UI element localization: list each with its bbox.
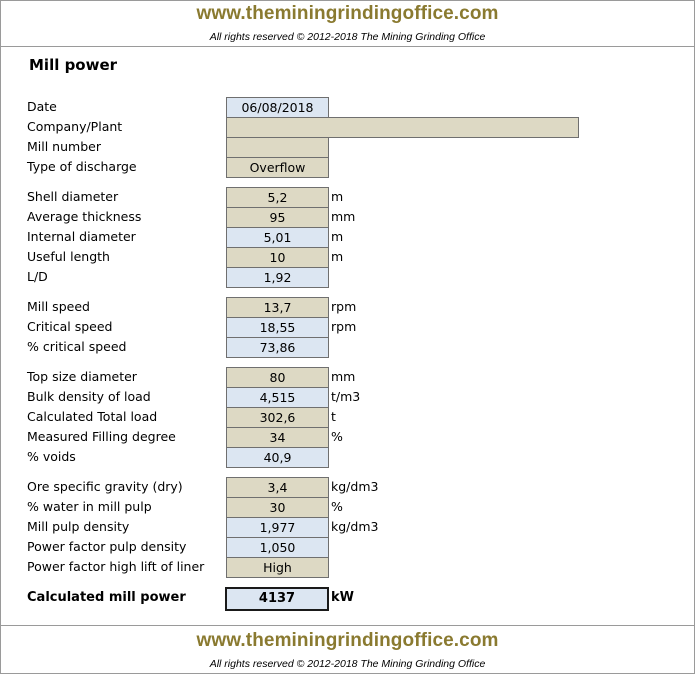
row-top-size [0,367,695,387]
label-voids: % voids [27,449,76,464]
water-pct-field[interactable]: 30 [226,497,329,518]
company-field[interactable] [226,117,579,138]
unit-filling-degree: % [331,429,343,444]
footer-copyright: All rights reserved © 2012-2018 The Mining Grinding Office [209,658,486,670]
ore-sg-field[interactable]: 3,4 [226,477,329,498]
unit-result: kW [331,590,354,605]
label-discharge: Type of discharge [27,159,137,174]
unit-mill-speed: rpm [331,299,357,314]
mill-power-result: 4137 [225,587,329,611]
row-ore-sg [0,477,695,497]
row-pct-critical [0,337,695,357]
unit-useful-length: m [331,249,344,264]
row-bulk-density [0,387,695,407]
row-discharge [0,157,695,177]
page-title: Mill power [29,56,118,74]
site-footer [0,625,695,675]
label-ore-sg: Ore specific gravity (dry) [27,479,183,494]
row-total-load [0,407,695,427]
unit-internal-diameter: m [331,229,344,244]
useful-length-field[interactable]: 10 [226,247,329,268]
row-mill-number [0,137,695,157]
row-filling-degree [0,427,695,447]
label-pf-liner: Power factor high lift of liner [27,559,205,574]
date-field[interactable]: 06/08/2018 [226,97,329,118]
voids-value: 40,9 [226,447,329,468]
label-ld: L/D [27,269,48,284]
label-top-size: Top size diameter [27,369,137,384]
pct-critical-value: 73,86 [226,337,329,358]
row-date [0,97,695,117]
unit-total-load: t [331,409,336,424]
label-pulp-density: Mill pulp density [27,519,130,534]
site-url[interactable]: www.theminingrindingoffice.com [196,3,499,24]
label-shell-diameter: Shell diameter [27,189,119,204]
row-internal-diameter [0,227,695,247]
label-mill-speed: Mill speed [27,299,90,314]
label-internal-diameter: Internal diameter [27,229,136,244]
label-pct-critical: % critical speed [27,339,127,354]
label-mill-number: Mill number [27,139,101,154]
row-avg-thickness [0,207,695,227]
mill-speed-field[interactable]: 13,7 [226,297,329,318]
pulp-density-value: 1,977 [226,517,329,538]
ld-value: 1,92 [226,267,329,288]
filling-degree-field[interactable]: 34 [226,427,329,448]
unit-shell-diameter: m [331,189,344,204]
unit-water-pct: % [331,499,343,514]
row-result [0,588,695,608]
shell-diameter-field[interactable]: 5,2 [226,187,329,208]
label-filling-degree: Measured Filling degree [27,429,176,444]
unit-ore-sg: kg/dm3 [331,479,379,494]
label-bulk-density: Bulk density of load [27,389,151,404]
row-pf-liner [0,557,695,577]
unit-pulp-density: kg/dm3 [331,519,379,534]
label-company: Company/Plant [27,119,123,134]
unit-bulk-density: t/m3 [331,389,361,404]
row-pf-pulp [0,537,695,557]
pf-liner-field[interactable]: High [226,557,329,578]
row-shell-diameter [0,187,695,207]
row-company [0,117,695,137]
mill-number-field[interactable] [226,137,329,158]
unit-top-size: mm [331,369,356,384]
row-mill-speed [0,297,695,317]
site-header [0,0,695,47]
row-ld [0,267,695,287]
discharge-field[interactable]: Overflow [226,157,329,178]
label-pf-pulp: Power factor pulp density [27,539,187,554]
top-size-field[interactable]: 80 [226,367,329,388]
row-pulp-density [0,517,695,537]
row-water-pct [0,497,695,517]
copyright-notice: All rights reserved © 2012-2018 The Mining Grinding Office [209,31,486,43]
row-useful-length [0,247,695,267]
unit-avg-thickness: mm [331,209,356,224]
label-result: Calculated mill power [27,590,186,605]
total-load-value: 302,6 [226,407,329,428]
label-water-pct: % water in mill pulp [27,499,152,514]
label-date: Date [27,99,57,114]
label-critical-speed: Critical speed [27,319,113,334]
critical-speed-value: 18,55 [226,317,329,338]
avg-thickness-field[interactable]: 95 [226,207,329,228]
row-critical-speed [0,317,695,337]
unit-critical-speed: rpm [331,319,357,334]
label-useful-length: Useful length [27,249,110,264]
row-voids [0,447,695,467]
pf-pulp-value: 1,050 [226,537,329,558]
footer-url[interactable]: www.theminingrindingoffice.com [196,630,499,651]
bulk-density-value: 4,515 [226,387,329,408]
label-avg-thickness: Average thickness [27,209,142,224]
internal-diameter-value: 5,01 [226,227,329,248]
label-total-load: Calculated Total load [27,409,158,424]
